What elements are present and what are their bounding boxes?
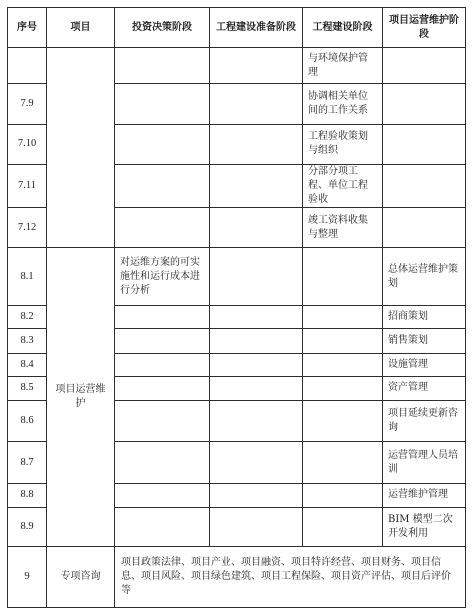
table-row <box>8 547 466 608</box>
operation-cell: 设施管理 <box>383 353 466 376</box>
preparation-cell <box>210 165 303 208</box>
preparation-cell <box>210 401 303 442</box>
item-cell-special: 专项咨询 <box>47 547 115 608</box>
item-cell <box>47 48 115 248</box>
preparation-cell <box>210 247 303 306</box>
construction-cell <box>303 401 383 442</box>
construction-cell <box>303 353 383 376</box>
preparation-cell <box>210 208 303 247</box>
decision-cell <box>115 329 210 353</box>
decision-cell <box>115 165 210 208</box>
decision-cell <box>115 208 210 247</box>
table-row <box>8 247 466 306</box>
serial-cell: 8.9 <box>8 508 47 547</box>
decision-cell: 对运维方案的可实施性和运行成本进行分析 <box>115 247 210 306</box>
preparation-cell <box>210 353 303 376</box>
construction-cell <box>303 442 383 483</box>
construction-cell: 工程验收策划与组织 <box>303 124 383 164</box>
preparation-cell <box>210 329 303 353</box>
decision-cell <box>115 376 210 400</box>
serial-cell: 8.7 <box>8 442 47 483</box>
construction-cell <box>303 329 383 353</box>
operation-cell: 招商策划 <box>383 306 466 329</box>
operation-cell: 总体运营维护策划 <box>383 247 466 306</box>
serial-cell: 8.6 <box>8 401 47 442</box>
construction-cell <box>303 247 383 306</box>
decision-cell <box>115 442 210 483</box>
decision-cell <box>115 508 210 547</box>
operation-cell: 运营管理人员培训 <box>383 442 466 483</box>
construction-cell: 与环境保护管理 <box>303 48 383 84</box>
operation-cell: 销售策划 <box>383 329 466 353</box>
header-decision-stage: 投资决策阶段 <box>115 8 210 48</box>
operation-cell: BIM 模型二次开发利用 <box>383 508 466 547</box>
preparation-cell <box>210 124 303 164</box>
serial-cell: 7.12 <box>8 208 47 247</box>
operation-cell: 资产管理 <box>383 376 466 400</box>
construction-cell <box>303 376 383 400</box>
construction-cell: 分部分项工程、单位工程验收 <box>303 165 383 208</box>
decision-cell <box>115 124 210 164</box>
decision-cell <box>115 84 210 124</box>
construction-cell <box>303 483 383 507</box>
serial-cell: 8.2 <box>8 306 47 329</box>
decision-cell <box>115 48 210 84</box>
construction-cell <box>303 508 383 547</box>
special-consulting-content: 项目政策法律、项目产业、项目融资、项目特许经营、项目财务、项目信息、项目风险、项目绿色建筑、项目工程保险、项目资产评估、项目后评价等 <box>115 547 466 608</box>
operation-cell <box>383 165 466 208</box>
header-preparation-stage: 工程建设准备阶段 <box>210 8 303 48</box>
construction-cell: 协调相关单位间的工作关系 <box>303 84 383 124</box>
serial-cell: 7.9 <box>8 84 47 124</box>
serial-cell: 8.1 <box>8 247 47 306</box>
header-item: 项目 <box>47 8 115 48</box>
preparation-cell <box>210 483 303 507</box>
serial-cell: 8.4 <box>8 353 47 376</box>
preparation-cell <box>210 508 303 547</box>
serial-cell: 8.8 <box>8 483 47 507</box>
preparation-cell <box>210 306 303 329</box>
table-row <box>8 48 466 84</box>
preparation-cell <box>210 84 303 124</box>
serial-cell: 8.5 <box>8 376 47 400</box>
decision-cell <box>115 483 210 507</box>
serial-cell: 8.3 <box>8 329 47 353</box>
operation-cell <box>383 124 466 164</box>
serial-cell: 9 <box>8 547 47 608</box>
serial-cell <box>8 48 47 84</box>
preparation-cell <box>210 48 303 84</box>
preparation-cell <box>210 442 303 483</box>
construction-cell <box>303 306 383 329</box>
serial-cell: 7.11 <box>8 165 47 208</box>
header-serial: 序号 <box>8 8 47 48</box>
operation-cell <box>383 48 466 84</box>
operation-cell <box>383 208 466 247</box>
operation-cell: 运营维护管理 <box>383 483 466 507</box>
table-header-row <box>8 8 466 48</box>
header-construction-stage: 工程建设阶段 <box>303 8 383 48</box>
decision-cell <box>115 306 210 329</box>
consulting-stage-table <box>7 7 466 608</box>
decision-cell <box>115 353 210 376</box>
operation-cell: 项目延续更新咨询 <box>383 401 466 442</box>
header-operation-stage: 项目运营维护阶段 <box>383 8 466 48</box>
decision-cell <box>115 401 210 442</box>
construction-cell: 竣工资料收集与整理 <box>303 208 383 247</box>
operation-cell <box>383 84 466 124</box>
serial-cell: 7.10 <box>8 124 47 164</box>
preparation-cell <box>210 376 303 400</box>
item-cell-operation: 项目运营维护 <box>47 247 115 547</box>
